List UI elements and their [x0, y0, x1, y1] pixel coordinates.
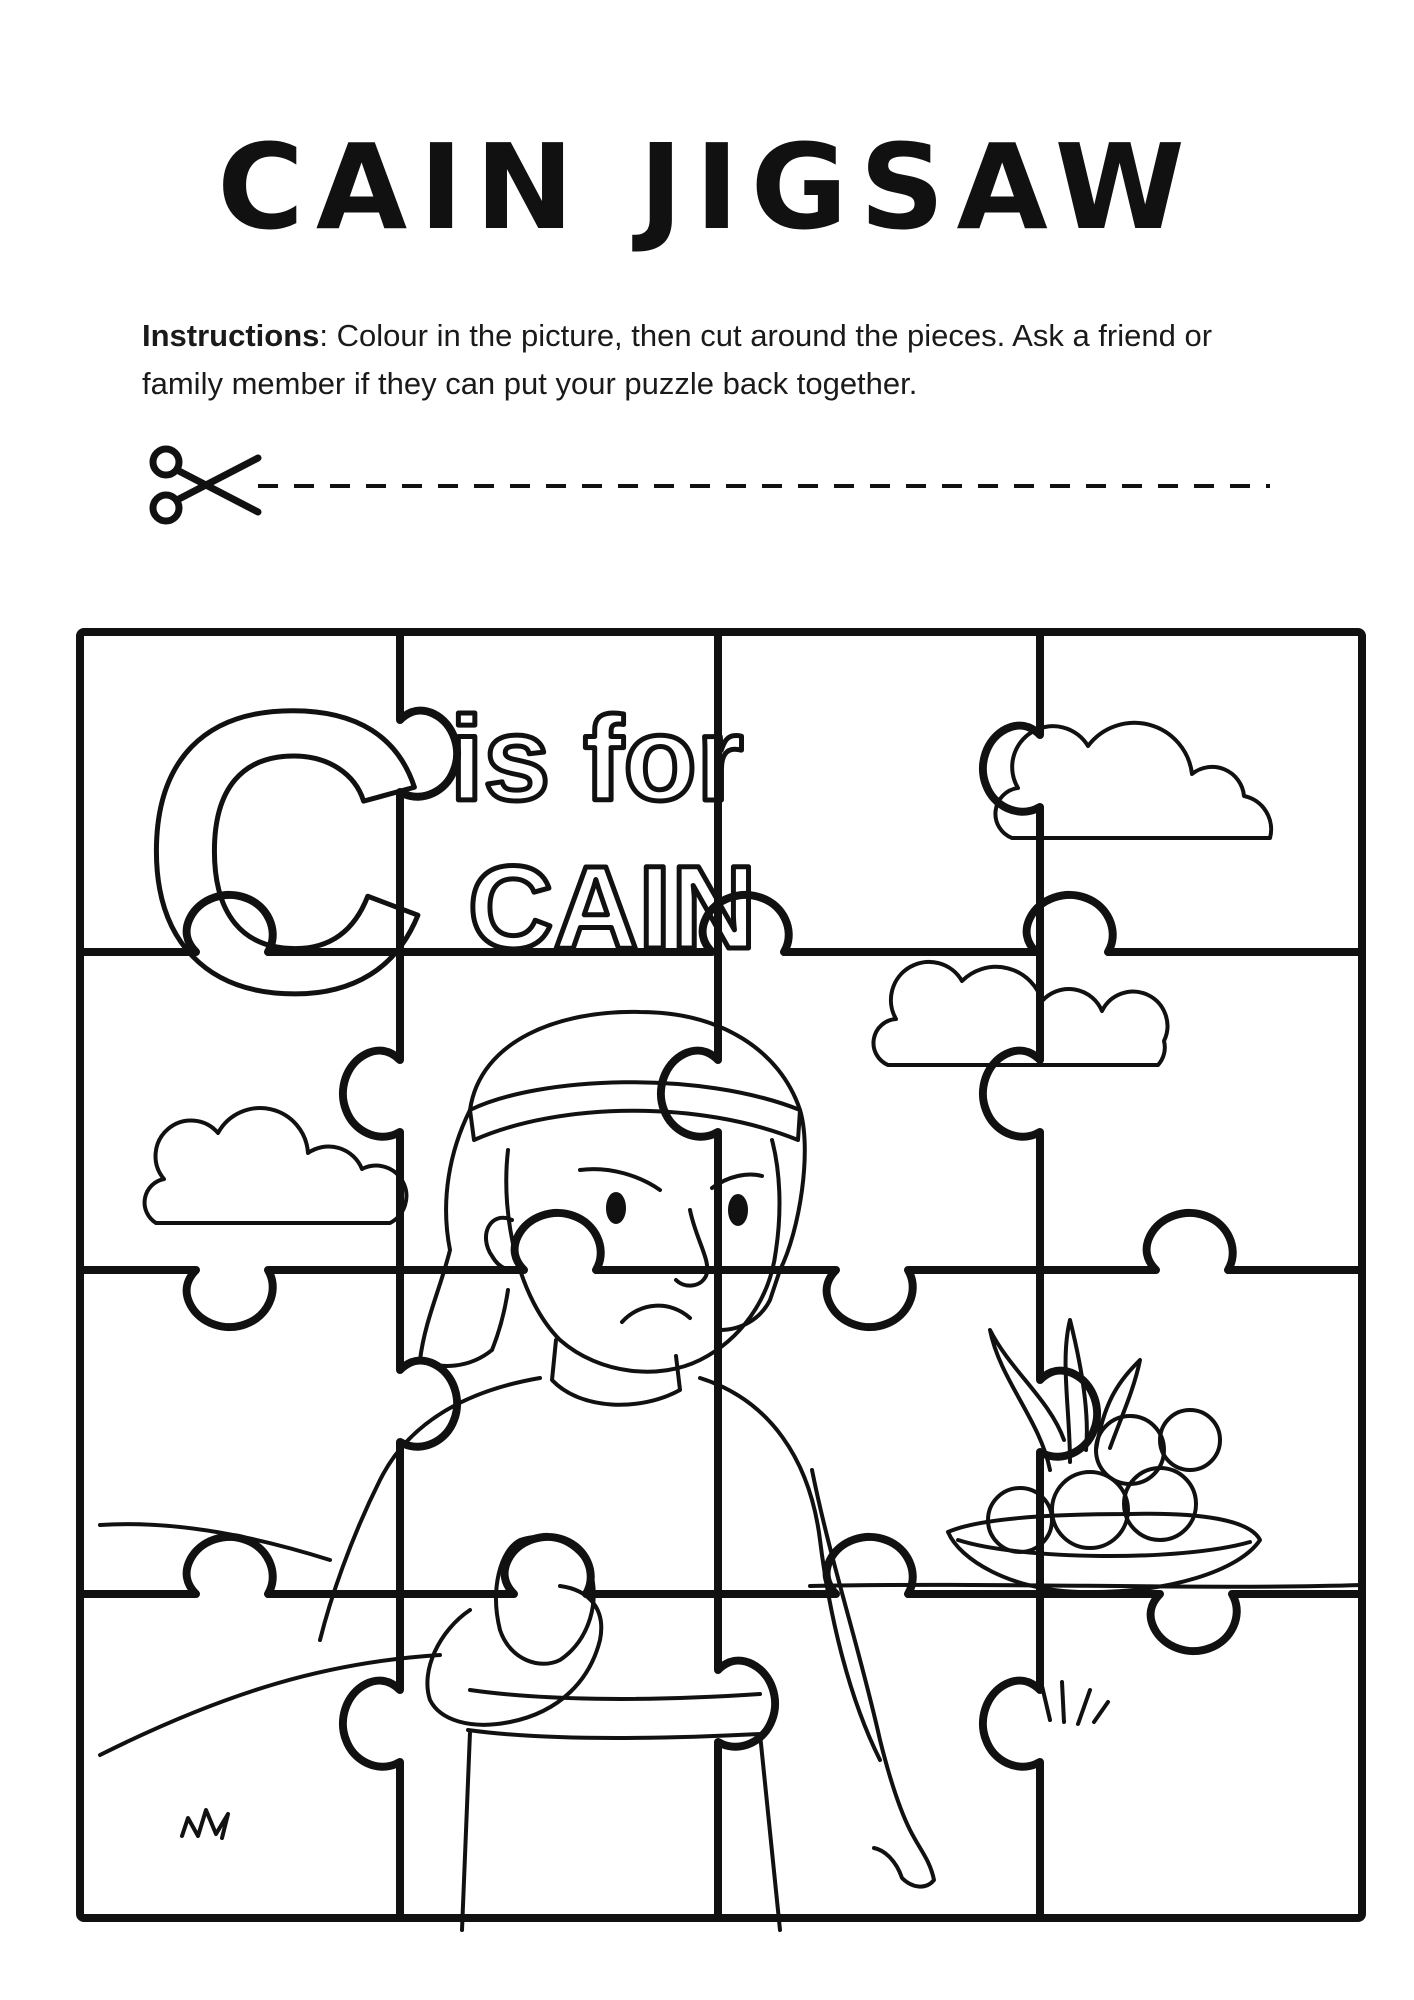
- cain-brow-left: [580, 1169, 660, 1190]
- cain-hair: [470, 1012, 805, 1330]
- cain-headband: [470, 1082, 800, 1140]
- produce-5: [1160, 1410, 1220, 1470]
- coloring-picture: [100, 628, 1362, 1930]
- hill-right: [810, 1585, 1362, 1587]
- caption-cain: CAIN: [468, 842, 757, 974]
- hill-front: [100, 1655, 440, 1755]
- cain-hand: [427, 1586, 601, 1725]
- produce-leaves: [990, 1320, 1140, 1470]
- cain-mouth: [622, 1306, 690, 1322]
- cain-eye-left: [608, 1194, 624, 1222]
- big-letter-c: C: [140, 628, 429, 1075]
- produce-3: [1124, 1468, 1196, 1540]
- caption-is-for: is for: [450, 692, 744, 826]
- page-title: CAIN JIGSAW: [217, 118, 1197, 256]
- produce-4: [1096, 1416, 1164, 1484]
- cloud-left: [145, 1108, 407, 1223]
- cain-eye-right: [730, 1196, 746, 1224]
- grass-right: [1042, 1682, 1108, 1724]
- instructions-text: : Colour in the picture, then cut around the pieces. Ask a friend or family member if they can put your puzzle back together.: [142, 318, 1213, 401]
- grass-left: [182, 1810, 228, 1838]
- instructions-label: Instructions: [142, 318, 320, 353]
- cain-hair-left: [420, 1110, 508, 1366]
- offering-bowl: [948, 1514, 1260, 1592]
- cain-nose: [676, 1210, 707, 1286]
- cain-arm: [812, 1470, 934, 1887]
